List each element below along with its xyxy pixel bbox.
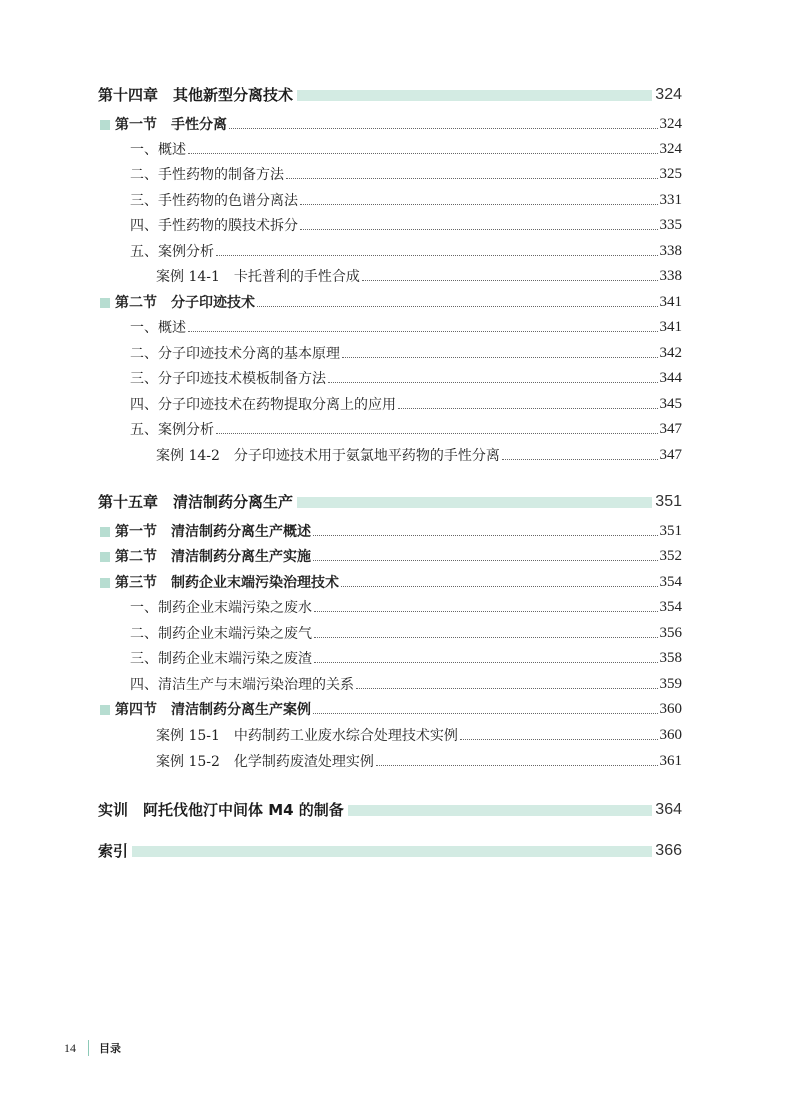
footer-divider [88,1040,89,1056]
leader-dots [342,357,658,358]
toc-section-14-2[interactable] [0,292,800,312]
page-number: 361 [659,752,682,769]
toc-case[interactable] [0,725,800,745]
leader-dots [313,713,658,714]
item-title: 三、分子印迹技术模板制备方法 [130,371,326,387]
item-title: 三、制药企业末端污染之废渣 [130,651,312,667]
leader-dots [341,586,658,587]
toc-case[interactable] [0,445,800,465]
chapter-bar [132,846,652,857]
item-title: 二、手性药物的制备方法 [130,167,284,183]
leader-dots [314,662,658,663]
page-number: 341 [659,318,682,335]
page-number: 347 [659,420,682,437]
section-title: 第二节 分子印迹技术 [115,295,255,311]
leader-dots [257,306,658,307]
leader-dots [314,637,658,638]
toc-index[interactable] [0,840,800,861]
toc-case[interactable] [0,751,800,771]
section-title: 第二节 清洁制药分离生产实施 [115,549,311,565]
leader-dots [460,739,658,740]
page-number: 331 [659,191,682,208]
case-number: 案例 14-1 [156,269,220,285]
page-number: 325 [659,165,682,182]
toc-section-15-1[interactable] [0,521,800,541]
page-number: 335 [659,216,682,233]
leader-dots [300,204,658,205]
page-number: 364 [655,800,682,818]
case-number: 案例 14-2 [156,448,220,464]
section-square-icon [100,298,110,308]
page-number: 356 [659,624,682,641]
page-number: 338 [659,242,682,259]
item-title: 四、手性药物的膜技术拆分 [130,218,298,234]
page-number: 324 [659,115,682,132]
toc-item[interactable] [0,419,800,439]
chapter-title: 第十四章 其他新型分离技术 [98,86,294,104]
leader-dots [216,255,658,256]
footer-page-number: 14 [64,1040,76,1055]
leader-dots [286,178,658,179]
page-number: 338 [659,267,682,284]
item-title: 二、制药企业末端污染之废气 [130,626,312,642]
section-square-icon [100,120,110,130]
item-title: 五、案例分析 [130,422,214,438]
leader-dots [229,128,658,129]
leader-dots [188,153,658,154]
chapter-bar [297,497,652,508]
leader-dots [300,229,658,230]
toc-case[interactable] [0,266,800,286]
item-title: 二、分子印迹技术分离的基本原理 [130,346,340,362]
chapter-bar [348,805,652,816]
item-title: 四、清洁生产与末端污染治理的关系 [130,677,354,693]
page-number: 342 [659,344,682,361]
section-title: 第三节 制药企业末端污染治理技术 [115,575,339,591]
page-number: 345 [659,395,682,412]
toc-item[interactable] [0,139,800,159]
leader-dots [502,459,658,460]
leader-dots [188,331,658,332]
toc-item[interactable] [0,317,800,337]
case-title: 卡托普利的手性合成 [233,269,360,285]
page-number: 347 [659,446,682,463]
page-number: 351 [659,522,682,539]
toc-item[interactable] [0,674,800,694]
section-square-icon [100,705,110,715]
page-number: 351 [655,492,682,510]
case-title: 中药制药工业废水综合处理技术实例 [233,728,458,744]
item-title: 一、概述 [130,320,186,336]
section-square-icon [100,578,110,588]
toc-section-15-2[interactable] [0,546,800,566]
item-title: 五、案例分析 [130,244,214,260]
toc-item[interactable] [0,394,800,414]
section-title: 第四节 清洁制药分离生产案例 [115,702,311,718]
leader-dots [313,535,658,536]
chapter-title: 第十五章 清洁制药分离生产 [98,493,294,511]
item-title: 一、概述 [130,142,186,158]
page-footer [64,1040,121,1056]
page-number: 366 [655,841,682,859]
chapter-title: 实训 阿托伐他汀中间体 M4 的制备 [98,801,344,819]
toc-item[interactable] [0,343,800,363]
page-number: 360 [659,700,682,717]
page-number: 324 [659,140,682,157]
page-number: 344 [659,369,682,386]
toc-item[interactable] [0,190,800,210]
toc-item[interactable] [0,623,800,643]
leader-dots [376,765,658,766]
case-number: 案例 15-2 [156,754,220,770]
leader-dots [216,433,658,434]
footer-title: 目录 [99,1042,121,1055]
item-title: 三、手性药物的色谱分离法 [130,193,298,209]
page-number: 324 [655,85,682,103]
toc-item[interactable] [0,164,800,184]
toc-item[interactable] [0,241,800,261]
chapter-title: 索引 [98,842,129,860]
leader-dots [328,382,658,383]
toc-chapter-14[interactable] [0,84,800,105]
page-number: 358 [659,649,682,666]
page-number: 360 [659,726,682,743]
section-square-icon [100,527,110,537]
section-title: 第一节 手性分离 [115,117,227,133]
toc-item[interactable] [0,368,800,388]
item-title: 一、制药企业末端污染之废水 [130,600,312,616]
section-square-icon [100,552,110,562]
case-title: 分子印迹技术用于氨氯地平药物的手性分离 [233,448,500,464]
leader-dots [314,611,658,612]
case-number: 案例 15-1 [156,728,220,744]
toc-section-15-3[interactable] [0,572,800,592]
section-title: 第一节 清洁制药分离生产概述 [115,524,311,540]
item-title: 四、分子印迹技术在药物提取分离上的应用 [130,397,396,413]
toc-section-15-4[interactable] [0,699,800,719]
toc-item[interactable] [0,597,800,617]
page-number: 359 [659,675,682,692]
leader-dots [356,688,658,689]
toc-training[interactable] [0,799,800,820]
toc-section-14-1[interactable] [0,114,800,134]
leader-dots [362,280,658,281]
page-number: 354 [659,573,682,590]
page-number: 352 [659,547,682,564]
page-number: 341 [659,293,682,310]
toc-chapter-15[interactable] [0,491,800,512]
chapter-bar [297,90,652,101]
toc-item[interactable] [0,648,800,668]
toc-item[interactable] [0,215,800,235]
leader-dots [398,408,658,409]
page-number: 354 [659,598,682,615]
leader-dots [313,560,658,561]
case-title: 化学制药废渣处理实例 [233,754,374,770]
